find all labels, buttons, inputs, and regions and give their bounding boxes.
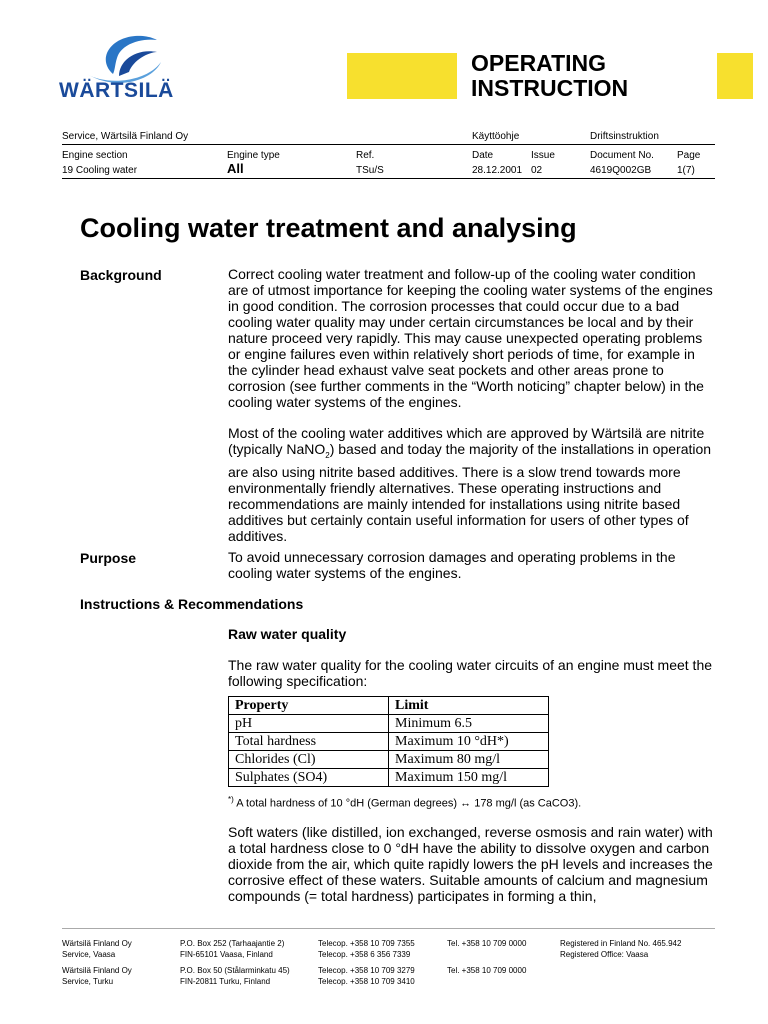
page-value: 1(7) — [677, 165, 695, 176]
footer-divider — [62, 928, 715, 929]
page-title: Cooling water treatment and analysing — [80, 213, 577, 243]
doc-no-label: Document No. — [590, 150, 654, 161]
document-type-title — [471, 51, 628, 101]
accent-bar-left — [347, 53, 457, 99]
logo-wordmark: WÄRTSILÄ — [59, 79, 174, 102]
table-cell: pH — [229, 715, 389, 733]
table-row — [229, 733, 549, 751]
header-divider — [62, 144, 715, 145]
accent-bar-right — [717, 53, 753, 99]
table-cell: Minimum 6.5 — [389, 715, 549, 733]
engine-section-label: Engine section — [62, 150, 128, 161]
soft-water-paragraph: Soft waters (like distilled, ion exchanged, reverse osmosis and rain water) with a total hardness close to 0 °dH have the ability to dissolve oxygen and carbon dioxide from the air, which quite rapidly lowers the pH levels and increases the corrosive effect of these waters. Suitable amounts of calcium and magnesium compounds (= total hardness) participates in forming a thin, — [228, 824, 713, 904]
issue-label: Issue — [531, 150, 555, 161]
footer-telecop-2: Telecop. +358 10 709 3279 Telecop. +358 10 709 3410 — [318, 966, 415, 986]
purpose-text: To avoid unnecessary corrosion damages and operating problems in the cooling water systems of the engines. — [228, 549, 676, 581]
alt-title-swedish: Driftsinstruktion — [590, 131, 659, 142]
table-row — [229, 769, 549, 787]
table-cell: Total hardness — [229, 733, 389, 751]
footnote-text: A total hardness of 10 °dH (German degrees) ↔ 178 mg/l (as CaCO3). — [236, 797, 582, 810]
date-label: Date — [472, 150, 494, 161]
footer-tel-2: Tel. +358 10 709 0000 — [447, 966, 527, 975]
document-type-line1: OPERATING — [471, 50, 607, 76]
background-label: Background — [80, 267, 162, 283]
table-row — [229, 715, 549, 733]
purpose-label: Purpose — [80, 550, 137, 566]
raw-water-intro: The raw water quality for the cooling water circuits of an engine must meet the following specification: — [228, 657, 713, 689]
footer-registration: Registered in Finland No. 465.942 Registered Office: Vaasa — [560, 939, 682, 959]
issue-value: 02 — [531, 165, 543, 176]
table-cell: Maximum 150 mg/l — [389, 769, 549, 787]
table-header-cell: Property — [229, 697, 389, 715]
footnote-mark: *) — [228, 795, 234, 804]
footer-company-1: Wärtsilä Finland Oy Service, Vaasa — [62, 939, 132, 959]
engine-section-value: 19 Cooling water — [62, 165, 138, 176]
date-value: 28.12.2001 — [472, 165, 523, 176]
spec-table — [228, 696, 549, 787]
background-paragraph-2: Most of the cooling water additives which are approved by Wärtsilä are nitrite (typically NaNO$_2$) based and today the majority of the installations in operation are also using nitrite based additives. There is a slow trend towards more environmentally friendly alternatives. These operating instructions and recommendations are mainly intended for installations using nitrite based additives but certainly contain useful information for users of other types of additives. — [228, 425, 712, 544]
footer-address-2: P.O. Box 50 (Stålarminkatu 45) FIN-20811 Turku, Finland — [180, 966, 290, 986]
table-cell: Chlorides (Cl) — [229, 751, 389, 769]
footer-address-1: P.O. Box 252 (Tarhaajantie 2) FIN-65101 Vaasa, Finland — [180, 939, 285, 959]
alt-title-finnish: Käyttöohje — [472, 131, 520, 142]
footer-company-2: Wärtsilä Finland Oy Service, Turku — [62, 966, 132, 986]
table-header-cell: Limit — [389, 697, 549, 715]
table-cell: Sulphates (SO4) — [229, 769, 389, 787]
table-header-row — [229, 697, 549, 715]
background-text — [228, 266, 718, 544]
company-name: Service, Wärtsilä Finland Oy — [62, 131, 189, 142]
table-row — [229, 751, 549, 769]
engine-type-label: Engine type — [227, 150, 280, 161]
page-label: Page — [677, 150, 701, 161]
ref-value: TSu/S — [356, 165, 384, 176]
footnote — [228, 795, 581, 810]
document-type-line2: INSTRUCTION — [471, 75, 629, 101]
background-paragraph-1: Correct cooling water treatment and follow-up of the cooling water condition are of utmost importance for keeping the cooling water systems of the engines in good condition. The corrosion processes that could occur due to a bad cooling water quality may under certain circumstances be local and by their nature proceed very rapidly. This may cause unexpected operating problems or engine failures even within relatively short periods of time, for example in the cylinder head exhaust valve seat pockets and other areas prone to corrosion (see further comments in the “Worth noticing” chapter below) in the cooling water systems of the engines. — [228, 266, 713, 410]
ref-label: Ref. — [356, 150, 375, 161]
header-bottom-divider — [62, 178, 715, 179]
footer-tel-1: Tel. +358 10 709 0000 — [447, 939, 527, 948]
spec-table-wrapper — [228, 696, 549, 787]
table-cell: Maximum 10 °dH*) — [389, 733, 549, 751]
engine-type-value: All — [227, 161, 244, 176]
footer-telecop-1: Telecop. +358 10 709 7355 Telecop. +358 6 356 7339 — [318, 939, 415, 959]
doc-no-value: 4619Q002GB — [590, 165, 652, 176]
raw-water-heading: Raw water quality — [228, 626, 347, 642]
instructions-label: Instructions & Recommendations — [80, 596, 304, 612]
table-cell: Maximum 80 mg/l — [389, 751, 549, 769]
